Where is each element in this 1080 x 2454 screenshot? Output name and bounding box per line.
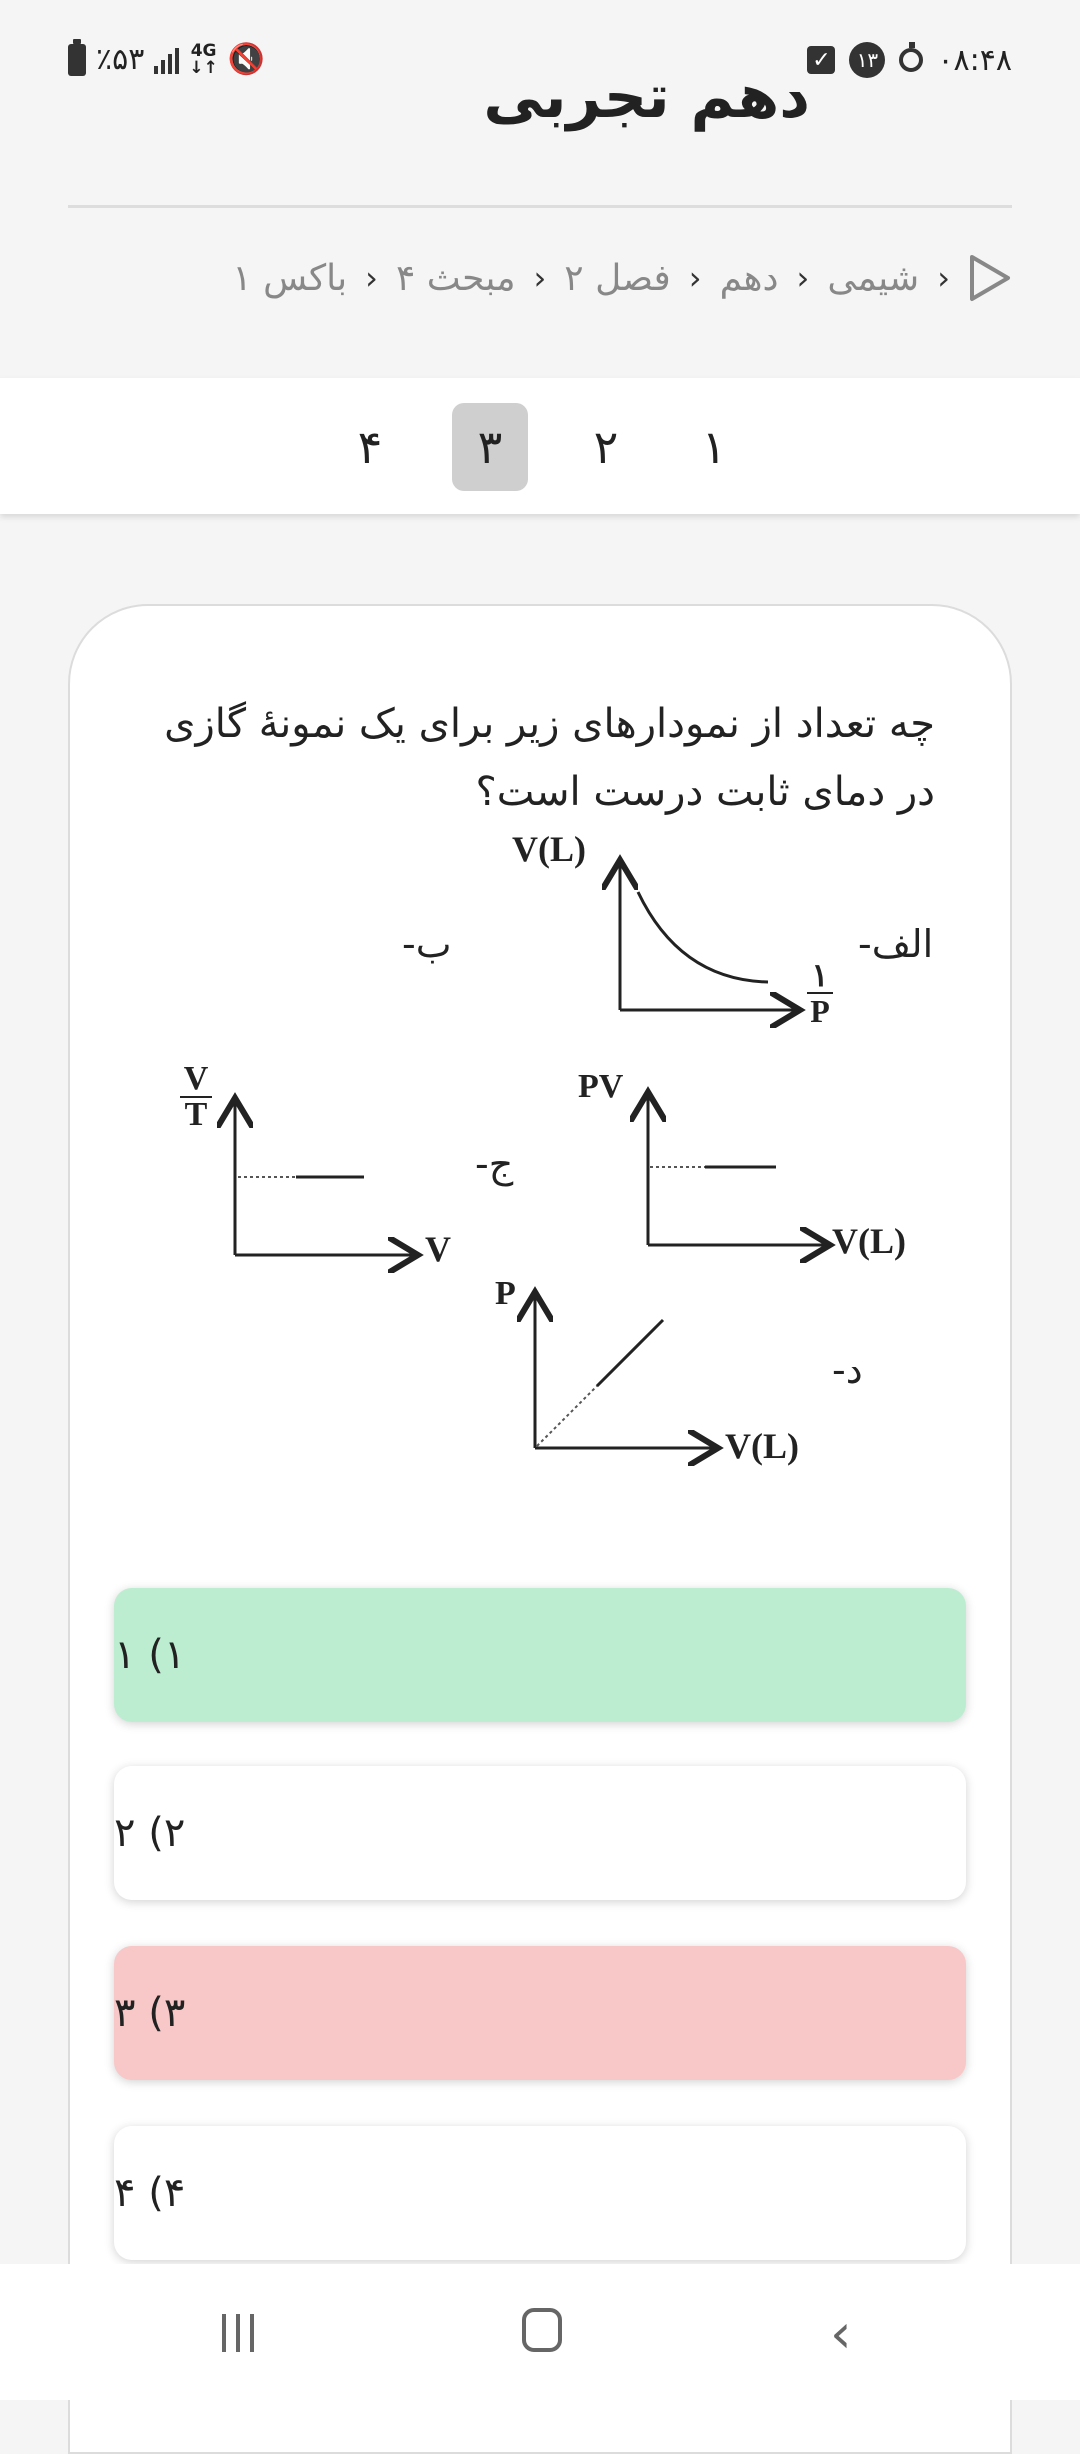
chevron-icon: › xyxy=(937,259,950,297)
option-label: ۱) ۱ xyxy=(114,1632,186,1678)
graph-b-x-label: V(L) xyxy=(832,1221,906,1261)
status-right xyxy=(807,42,1012,78)
graph-c-x-label: V xyxy=(425,1229,451,1269)
tab-1[interactable]: ۱ xyxy=(701,420,727,474)
option-label: ۲) ۲ xyxy=(114,1810,186,1856)
timer-icon xyxy=(899,48,923,72)
back-icon[interactable]: ‹ xyxy=(830,2302,852,2365)
chevron-icon: › xyxy=(365,259,378,297)
graphs-svg xyxy=(150,830,950,1490)
tab-2[interactable]: ۲ xyxy=(593,420,619,474)
graph-d-x-label: V(L) xyxy=(725,1426,799,1466)
battery-icon xyxy=(68,44,86,76)
breadcrumb-item[interactable]: دهم xyxy=(719,257,779,299)
tab-4[interactable]: ۴ xyxy=(357,420,383,474)
graph-c xyxy=(235,1098,418,1255)
breadcrumb-item[interactable]: باکس ۱ xyxy=(232,257,348,299)
label-d: د- xyxy=(832,1348,863,1392)
label-c: ج- xyxy=(475,1142,514,1186)
recents-icon[interactable] xyxy=(222,2314,254,2352)
chevron-icon: › xyxy=(533,259,547,297)
graph-b-y-label: PV xyxy=(578,1068,624,1105)
question-tabs xyxy=(0,378,1080,514)
page-title: دهم تجربی xyxy=(483,62,810,132)
breadcrumb-item[interactable]: مبحث ۴ xyxy=(395,257,516,299)
check-icon: ✓ xyxy=(807,46,835,74)
signal-icon xyxy=(154,46,179,74)
graph-a-y-label: V(L) xyxy=(512,829,586,869)
battery-level: ٪۵۳ xyxy=(96,42,145,77)
graph-d xyxy=(535,1292,718,1448)
option-4[interactable] xyxy=(114,2126,966,2260)
option-label: ۴) ۴ xyxy=(114,2170,186,2216)
play-icon[interactable] xyxy=(968,253,1012,303)
breadcrumb-item[interactable]: شیمی xyxy=(827,257,920,299)
tab-3[interactable]: ۳ xyxy=(452,403,528,491)
graph-a xyxy=(620,860,800,1010)
clock: ۰۸:۴۸ xyxy=(937,42,1012,78)
question-text: چه تعداد از نمودارهای زیر برای یک نمونۀ گازی در دمای ثابت درست است؟ xyxy=(164,701,935,815)
label-a: الف- xyxy=(858,922,934,966)
graph-d-y-label: P xyxy=(495,1275,516,1312)
graph-a-curve xyxy=(638,892,768,982)
mute-icon: 🔇 xyxy=(227,42,266,77)
system-nav-bar xyxy=(0,2264,1080,2400)
graph-c-y-label: V T xyxy=(180,1062,212,1132)
graph-b xyxy=(648,1092,830,1245)
option-2[interactable] xyxy=(114,1766,966,1900)
option-3[interactable] xyxy=(114,1946,966,2080)
label-b: ب- xyxy=(402,922,452,966)
chevron-icon: › xyxy=(796,259,810,297)
breadcrumb-item[interactable]: فصل ۲ xyxy=(564,257,671,299)
network-type: 4G ↓↑ xyxy=(189,40,218,78)
option-1[interactable] xyxy=(114,1588,966,1722)
graph-a-x-label: ۱ P xyxy=(807,958,833,1028)
notification-count: ۱۳ xyxy=(849,42,885,78)
option-label: ۳) ۳ xyxy=(114,1990,186,2036)
divider xyxy=(68,205,1012,208)
breadcrumb xyxy=(68,238,1012,318)
chevron-icon: › xyxy=(688,259,702,297)
status-left xyxy=(68,42,265,77)
home-icon[interactable] xyxy=(522,2308,562,2352)
question-figure xyxy=(150,830,950,1490)
